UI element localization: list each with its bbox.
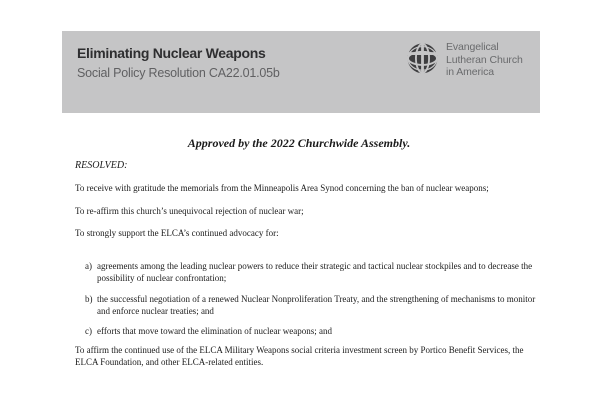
list-item-text: agreements among the leading nuclear powers to reduce their strategic and tactical nuclear stockpiles and to decrease the possibility of nuclear confrontation;: [97, 261, 533, 283]
logo-wordmark-line: Lutheran Church: [446, 53, 523, 66]
paragraph-support: To strongly support the ELCA’s continued advocacy for:: [75, 228, 279, 238]
list-item-label: a): [85, 261, 92, 271]
logo-wordmark-line: Evangelical: [446, 41, 499, 53]
paragraph-reaffirm: To re-affirm this church’s unequivocal rejection of nuclear war;: [75, 206, 304, 216]
document-title: Eliminating Nuclear Weapons: [77, 45, 266, 61]
paragraph-receive: To receive with gratitude the memorials from the Minneapolis Area Synod concerning the ban of nuclear weapons;: [75, 183, 489, 193]
header-band: [62, 31, 540, 113]
document-subtitle: Social Policy Resolution CA22.01.05b: [77, 66, 280, 80]
elca-logo: [405, 40, 523, 79]
resolved-label: RESOLVED:: [75, 160, 128, 171]
list-item-text: the successful negotiation of a renewed Nuclear Nonproliferation Treaty, and the strengthening of mechanisms to monitor and enforce nuclear treaties; and: [97, 294, 536, 316]
approval-line: Approved by the 2022 Churchwide Assembly.: [187, 136, 411, 150]
logo-wordmark-line: in America: [446, 66, 495, 78]
globe-cross-icon: [405, 40, 440, 75]
list-item-label: b): [85, 294, 93, 304]
header-titles: [77, 45, 280, 80]
closing-paragraph: To affirm the continued use of the ELCA Military Weapons social criteria investment screen by Portico Benefit Services, the ELCA Foundation, and other ELCA-related entities.: [75, 345, 524, 367]
list-item-label: c): [85, 326, 92, 336]
logo-wordmark: [446, 41, 523, 79]
list-item-text: efforts that move toward the elimination of nuclear weapons; and: [97, 326, 333, 336]
